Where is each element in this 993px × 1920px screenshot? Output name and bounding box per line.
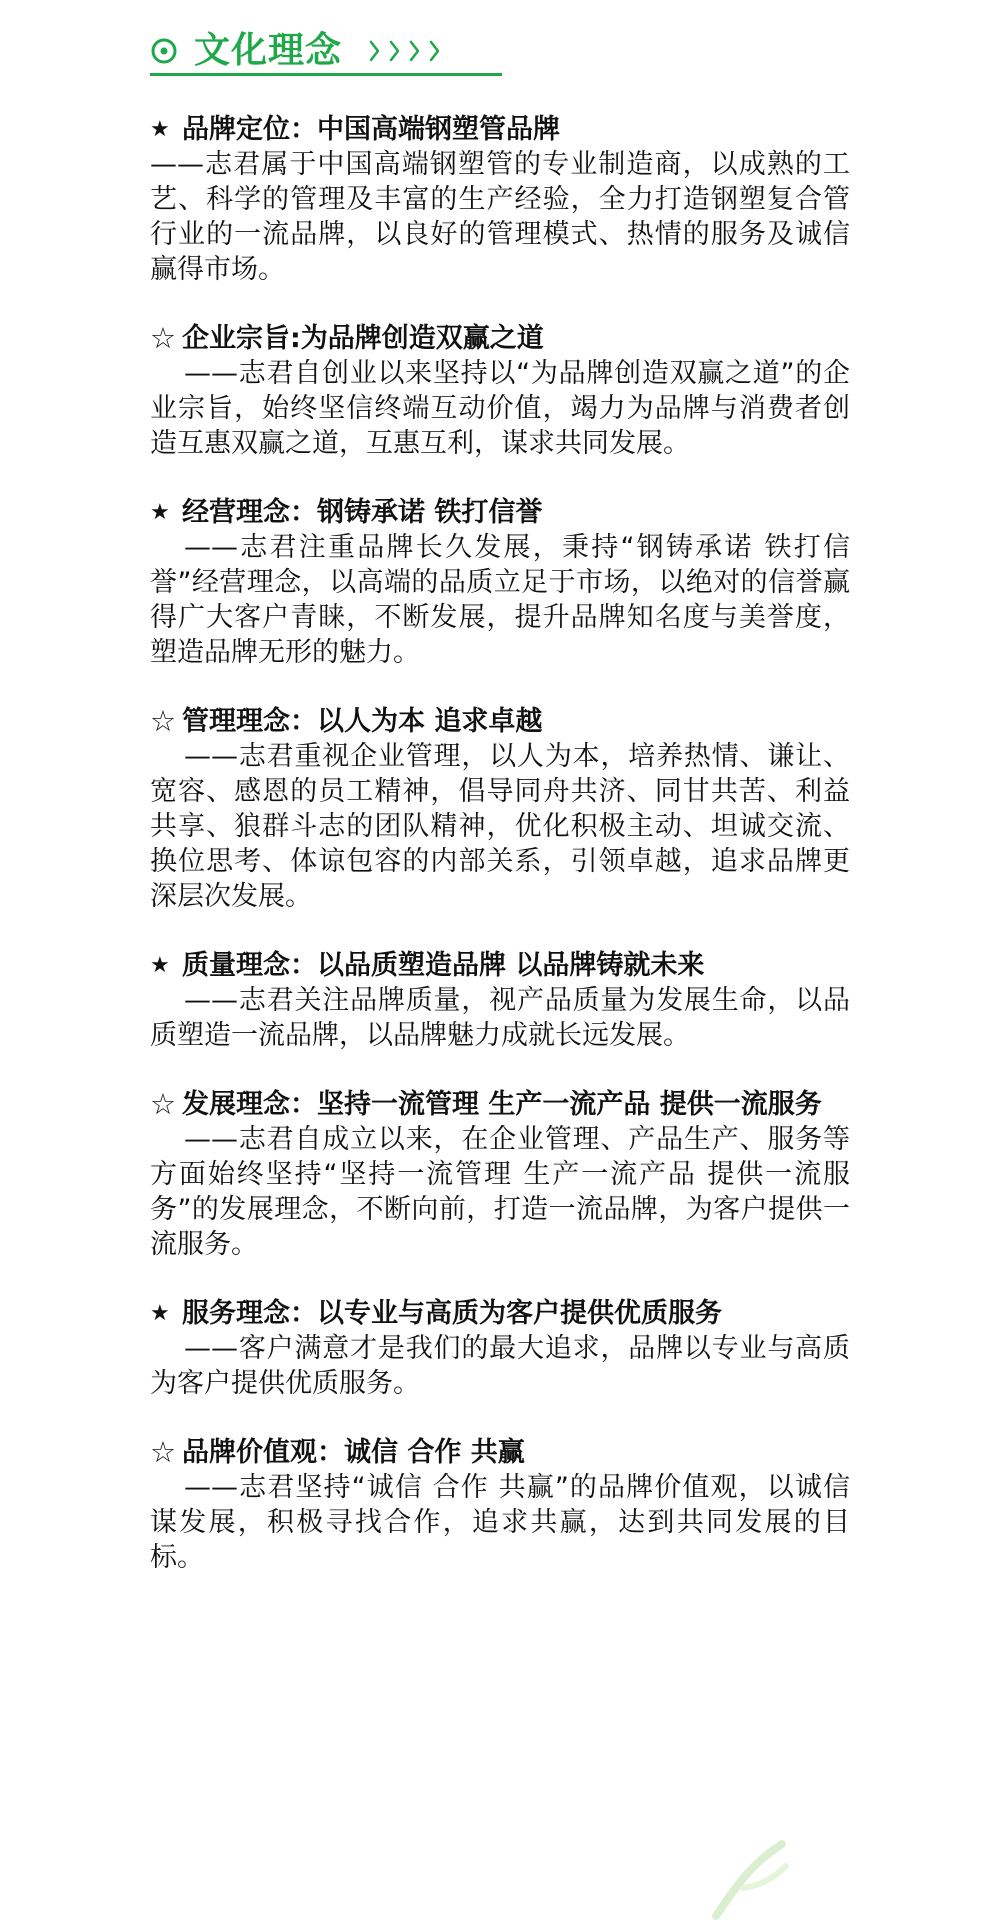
item-title bbox=[150, 495, 850, 530]
filled-star-icon: ★ bbox=[150, 1301, 170, 1326]
culture-item-management-philosophy bbox=[150, 704, 850, 914]
culture-item-business-philosophy bbox=[150, 495, 850, 670]
item-title bbox=[150, 112, 850, 147]
item-title-text: 质量理念：以品质塑造品牌 以品牌铸就未来 bbox=[182, 950, 705, 981]
culture-item-quality-philosophy bbox=[150, 948, 850, 1053]
item-title-text: 品牌价值观：诚信 合作 共赢 bbox=[182, 1437, 525, 1468]
culture-item-service-philosophy bbox=[150, 1296, 850, 1401]
chevron-right-icon bbox=[388, 37, 402, 65]
outline-star-icon: ☆ bbox=[150, 704, 176, 738]
item-title bbox=[150, 321, 850, 356]
chevron-group bbox=[368, 37, 442, 65]
item-body: ——志君重视企业管理，以人为本，培养热情、谦让、宽容、感恩的员工精神，倡导同舟共济、同甘共苦、利益共享、狼群斗志的团队精神，优化积极主动、坦诚交流、换位思考、体谅包容的内部关系，引领卓越，追求品牌更深层次发展。 bbox=[150, 741, 850, 912]
chevron-right-icon bbox=[368, 37, 382, 65]
item-title bbox=[150, 704, 850, 739]
item-body: ——志君关注品牌质量，视产品质量为发展生命，以品质塑造一流品牌，以品牌魅力成就长远发展。 bbox=[150, 985, 850, 1051]
item-body: ——客户满意才是我们的最大追求，品牌以专业与高质为客户提供优质服务。 bbox=[150, 1333, 850, 1399]
chevron-right-icon bbox=[408, 37, 422, 65]
filled-star-icon: ★ bbox=[150, 117, 170, 142]
outline-star-icon: ☆ bbox=[150, 1435, 176, 1469]
item-title bbox=[150, 948, 850, 983]
section-title: 文化理念 bbox=[194, 29, 343, 71]
target-icon bbox=[150, 37, 178, 65]
outline-star-icon: ☆ bbox=[150, 1087, 176, 1121]
culture-item-brand-position bbox=[150, 112, 850, 287]
item-title bbox=[150, 1435, 850, 1470]
item-body: ——志君坚持“诚信 合作 共赢”的品牌价值观，以诚信谋发展，积极寻找合作，追求共赢，达到共同发展的目标。 bbox=[150, 1472, 850, 1573]
section-header bbox=[150, 28, 502, 76]
outline-star-icon: ☆ bbox=[150, 321, 176, 355]
culture-item-brand-values bbox=[150, 1435, 850, 1575]
item-body: ——志君自创业以来坚持以“为品牌创造双赢之道”的企业宗旨，始终坚信终端互动价值，竭力为品牌与消费者创造互惠双赢之道，互惠互利，谋求共同发展。 bbox=[150, 358, 850, 459]
item-title bbox=[150, 1087, 850, 1122]
item-title-text: 经营理念：钢铸承诺 铁打信誉 bbox=[182, 497, 543, 528]
item-title-text: 服务理念：以专业与高质为客户提供优质服务 bbox=[182, 1298, 722, 1329]
filled-star-icon: ★ bbox=[150, 953, 170, 978]
item-title-text: 管理理念：以人为本 追求卓越 bbox=[182, 706, 543, 737]
filled-star-icon: ★ bbox=[150, 500, 170, 525]
item-title-text: 发展理念：坚持一流管理 生产一流产品 提供一流服务 bbox=[182, 1089, 822, 1120]
item-body: ——志君自成立以来，在企业管理、产品生产、服务等方面始终坚持“坚持一流管理 生产一流产品 提供一流服务”的发展理念，不断向前，打造一流品牌，为客户提供一流服务。 bbox=[150, 1124, 850, 1260]
culture-item-development-philosophy bbox=[150, 1087, 850, 1262]
item-title-text: 企业宗旨:为品牌创造双赢之道 bbox=[182, 323, 544, 354]
culture-item-company-purpose bbox=[150, 321, 850, 461]
item-body: ——志君属于中国高端钢塑管的专业制造商，以成熟的工艺、科学的管理及丰富的生产经验，全力打造钢塑复合管行业的一流品牌，以良好的管理模式、热情的服务及诚信赢得市场。 bbox=[150, 149, 850, 285]
chevron-right-icon bbox=[428, 37, 442, 65]
item-title-text: 品牌定位：中国高端钢塑管品牌 bbox=[182, 114, 560, 145]
culture-content bbox=[150, 112, 850, 1609]
item-body: ——志君注重品牌长久发展，秉持“钢铸承诺 铁打信誉”经营理念，以高端的品质立足于市场，以绝对的信誉赢得广大客户青睐，不断发展，提升品牌知名度与美誉度，塑造品牌无形的魅力。 bbox=[150, 532, 850, 668]
decorative-leaf-icon bbox=[710, 1838, 800, 1920]
item-title bbox=[150, 1296, 850, 1331]
